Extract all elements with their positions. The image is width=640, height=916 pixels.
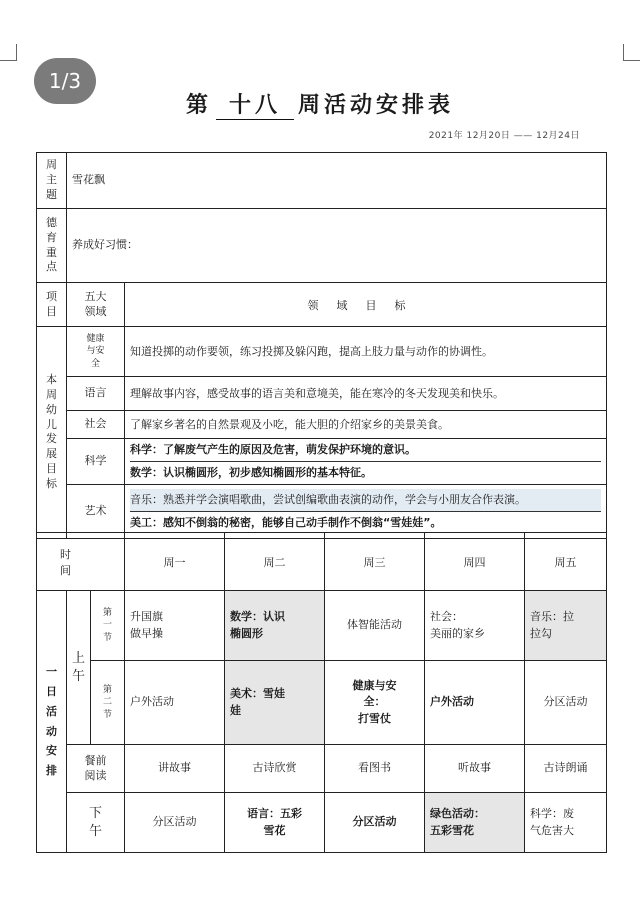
afternoon-label: 下 午 <box>67 793 125 853</box>
fri-afternoon: 科学：废 气危害大 <box>525 793 607 853</box>
item-label: 项 目 <box>37 283 67 327</box>
day-header-thursday: 周四 <box>425 533 525 591</box>
mon-morning-1: 升国旗 做早操 <box>125 591 225 661</box>
domain-goals-header: 领域目标 <box>125 283 607 327</box>
mon-pre-meal: 讲故事 <box>125 745 225 793</box>
moral-focus-label: 德 育 重 点 <box>37 209 67 283</box>
domain-science: 科学 <box>67 439 125 485</box>
daily-schedule-table <box>36 532 607 853</box>
fri-pre-meal: 古诗朗诵 <box>525 745 607 793</box>
afternoon-row <box>37 793 607 853</box>
wed-morning-2: 健康与安 全： 打雪仗 <box>325 661 425 745</box>
fri-morning-2: 分区活动 <box>525 661 607 745</box>
tue-afternoon: 语言：五彩 雪花 <box>225 793 325 853</box>
week-theme-label: 周 主 题 <box>37 153 67 209</box>
page-indicator-badge: 1/3 <box>34 58 96 104</box>
goal-society: 了解家乡著名的自然景观及小吃，能大胆的介绍家乡的美景美食。 <box>125 411 607 439</box>
title-suffix: 周活动安排表 <box>298 92 455 118</box>
daily-schedule-label: 一 日 活 动 安 排 <box>37 591 67 853</box>
week-number: 十八 <box>216 88 294 120</box>
goal-health: 知道投掷的动作要领，练习投掷及躲闪跑，提高上肢力量与动作的协调性。 <box>125 327 607 377</box>
moral-focus-value: 养成好习惯： <box>67 209 607 283</box>
goals-header-row <box>37 283 607 327</box>
five-domains-label: 五大 领域 <box>67 283 125 327</box>
goal-science <box>125 439 607 485</box>
goal-row-language <box>37 377 607 411</box>
crop-mark-right <box>623 44 640 61</box>
morning-section2-row <box>37 661 607 745</box>
tue-pre-meal: 古诗欣赏 <box>225 745 325 793</box>
moral-focus-row <box>37 209 607 283</box>
date-range: 2021年 12月20日 —— 12月24日 <box>428 131 580 141</box>
schedule-days-row <box>37 533 607 591</box>
goal-row-art <box>37 484 607 538</box>
development-goals-label: 本 周 幼 儿 发 展 目 标 <box>37 327 67 539</box>
goal-row-society <box>37 411 607 439</box>
goal-art-music: 音乐：熟悉并学会演唱歌曲，尝试创编歌曲表演的动作，学会与小朋友合作表演。 <box>130 489 601 511</box>
title-prefix: 第 <box>185 92 212 118</box>
fri-morning-1: 音乐：拉 拉勾 <box>525 591 607 661</box>
morning-section1-row <box>37 591 607 661</box>
domain-art: 艺术 <box>67 484 125 538</box>
day-header-friday: 周五 <box>525 533 607 591</box>
domain-society: 社会 <box>67 411 125 439</box>
mon-morning-2: 户外活动 <box>125 661 225 745</box>
tue-morning-2: 美术：雪娃 娃 <box>225 661 325 745</box>
goal-science-math: 数学：认识椭圆形，初步感知椭圆形的基本特征。 <box>130 461 601 484</box>
domain-language: 语言 <box>67 377 125 411</box>
thu-pre-meal: 听故事 <box>425 745 525 793</box>
wed-pre-meal: 看图书 <box>325 745 425 793</box>
tue-morning-1: 数学：认识 椭圆形 <box>225 591 325 661</box>
section1-label: 第 一 节 <box>91 591 125 661</box>
page-title <box>0 88 640 120</box>
week-theme-row <box>37 153 607 209</box>
wed-afternoon: 分区活动 <box>325 793 425 853</box>
time-label-header: 时间 <box>37 533 125 591</box>
thu-morning-2: 户外活动 <box>425 661 525 745</box>
thu-afternoon: 绿色活动： 五彩雪花 <box>425 793 525 853</box>
section2-label: 第 二 节 <box>91 661 125 745</box>
day-header-wednesday: 周三 <box>325 533 425 591</box>
goal-art-craft: 美工：感知不倒翁的秘密，能够自己动手制作不倒翁“雪娃娃”。 <box>130 511 601 534</box>
pre-meal-reading-row <box>37 745 607 793</box>
mon-afternoon: 分区活动 <box>125 793 225 853</box>
goal-row-science <box>37 439 607 485</box>
day-header-tuesday: 周二 <box>225 533 325 591</box>
day-header-monday: 周一 <box>125 533 225 591</box>
goal-art <box>125 484 607 538</box>
goal-science-science: 科学：了解废气产生的原因及危害，萌发保护环境的意识。 <box>130 443 416 456</box>
domain-health: 健康 与安 全 <box>67 327 125 377</box>
week-theme-value: 雪花飘 <box>67 153 607 209</box>
crop-mark-left <box>0 44 17 61</box>
goal-language: 理解故事内容，感受故事的语言美和意境美，能在寒冷的冬天发现美和快乐。 <box>125 377 607 411</box>
weekly-plan-table <box>36 152 607 539</box>
pre-meal-reading-label: 餐前 阅读 <box>67 745 125 793</box>
thu-morning-1: 社会： 美丽的家乡 <box>425 591 525 661</box>
wed-morning-1: 体智能活动 <box>325 591 425 661</box>
morning-label: 上 午 <box>67 591 91 745</box>
goal-row-health <box>37 327 607 377</box>
